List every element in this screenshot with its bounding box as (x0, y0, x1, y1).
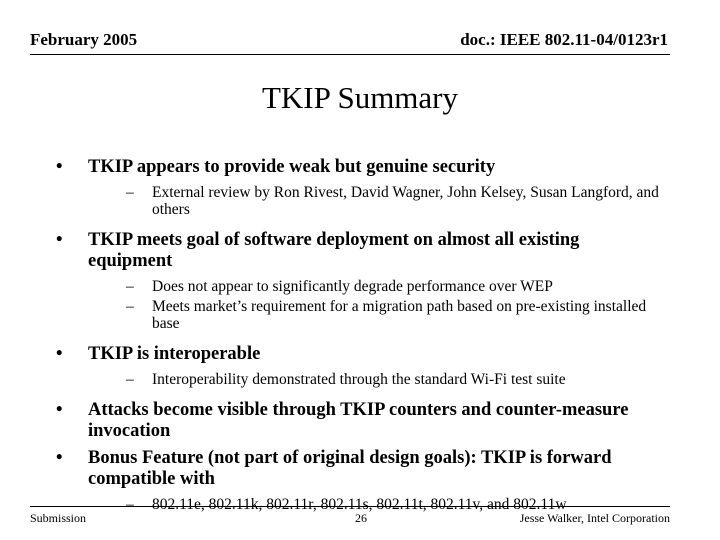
bullet-item (56, 344, 666, 388)
page-number: 26 (355, 511, 367, 525)
sub-bullet-item (88, 371, 666, 388)
footer-submission: Submission (30, 511, 87, 525)
dash-glyph: – (126, 298, 134, 315)
bullet-glyph: • (56, 230, 63, 250)
sub-bullet-list (88, 184, 666, 218)
bullet-text: TKIP is interoperable (88, 344, 261, 364)
sub-bullet-text: Does not appear to significantly degrade performance over WEP (152, 278, 553, 295)
bullet-text: TKIP meets goal of software deployment on almost all existing equipment (88, 230, 580, 271)
bullet-glyph: • (56, 344, 63, 364)
header-date: February 2005 (30, 30, 138, 49)
bullet-item (56, 448, 666, 513)
bullet-text: TKIP appears to provide weak but genuine security (88, 157, 496, 177)
bullet-glyph: • (56, 400, 63, 420)
sub-bullet-item (88, 184, 666, 218)
slide-content (56, 157, 666, 513)
sub-bullet-text: External review by Ron Rivest, David Wagner, John Kelsey, Susan Langford, and others (152, 184, 659, 218)
dash-glyph: – (126, 371, 134, 388)
bullet-item (56, 400, 666, 442)
dash-glyph: – (126, 278, 134, 295)
bullet-text: Bonus Feature (not part of original design goals): TKIP is forward compatible with (88, 448, 612, 489)
bullet-item (56, 230, 666, 332)
sub-bullet-text: 802.11e, 802.11k, 802.11r, 802.11s, 802.11t, 802.11v, and 802.11w (152, 496, 567, 513)
sub-bullet-item (88, 298, 666, 332)
sub-bullet-list (88, 371, 666, 388)
footer-author: Jesse Walker, Intel Corporation (519, 511, 670, 525)
dash-glyph: – (126, 184, 134, 201)
footer-rule (30, 506, 670, 507)
dash-glyph: – (126, 496, 134, 513)
bullet-glyph: • (56, 448, 63, 468)
bullet-glyph: • (56, 157, 63, 177)
header-doc-id: doc.: IEEE 802.11-04/0123r1 (460, 30, 668, 49)
sub-bullet-text: Interoperability demonstrated through the standard Wi-Fi test suite (152, 371, 566, 388)
sub-bullet-text: Meets market’s requirement for a migration path based on pre-existing installed base (152, 298, 647, 332)
bullet-text: Attacks become visible through TKIP counters and counter-measure invocation (88, 400, 629, 441)
bullet-item (56, 157, 666, 218)
header-rule (30, 54, 670, 55)
sub-bullet-list (88, 278, 666, 332)
slide-title: TKIP Summary (261, 80, 459, 115)
sub-bullet-item (88, 278, 666, 295)
